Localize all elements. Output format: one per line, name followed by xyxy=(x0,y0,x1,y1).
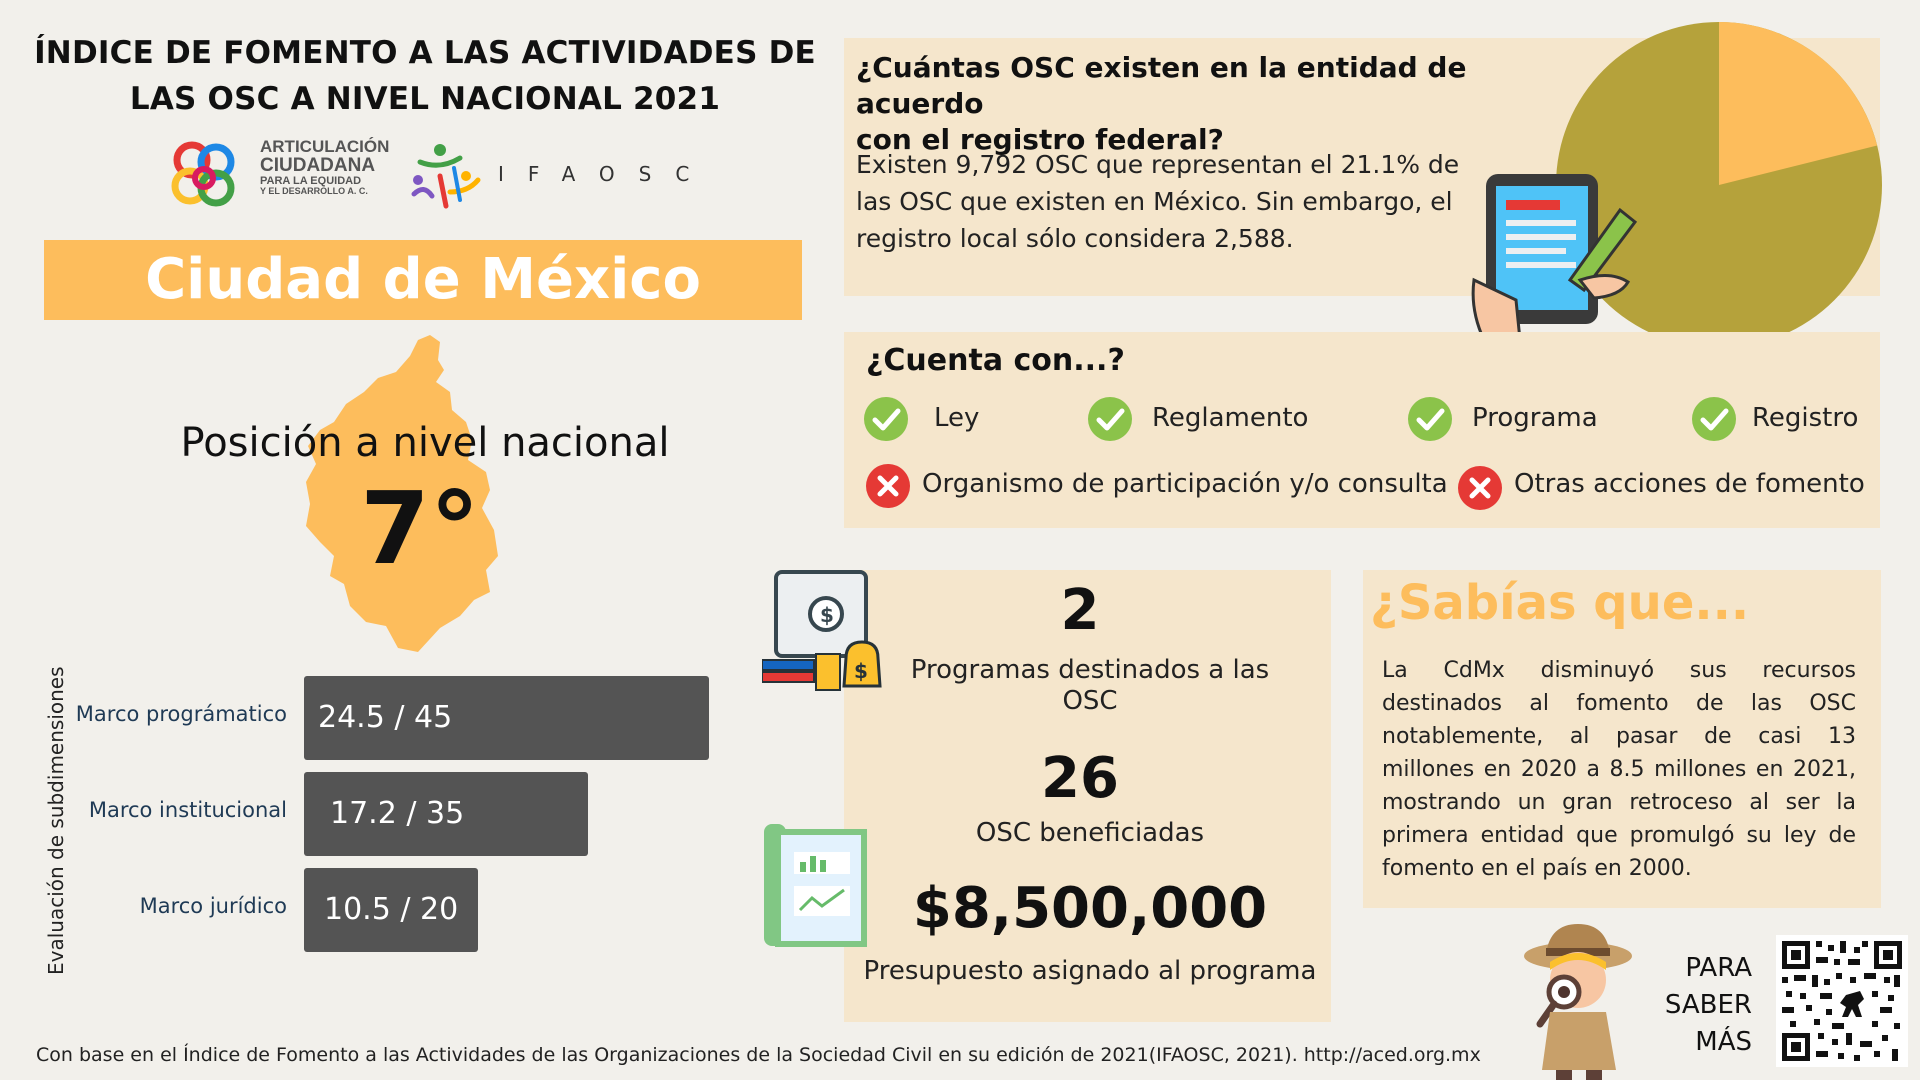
cuenta-registro-label: Registro xyxy=(1752,403,1859,433)
para-saber-line-3: MÁS xyxy=(1695,1027,1752,1057)
check-icon-ley xyxy=(864,397,908,441)
check-icon-registro xyxy=(1692,397,1736,441)
subdimensions-axis-label: Evaluación de subdimensiones xyxy=(44,666,68,975)
cuenta-ley-label: Ley xyxy=(934,403,980,433)
bar-value-programatico: 24.5 / 45 xyxy=(318,700,453,735)
svg-text:$: $ xyxy=(854,659,868,683)
para-saber-mas xyxy=(1640,950,1752,1061)
check-icon-programa xyxy=(1408,397,1452,441)
programs-desc-line-2: OSC xyxy=(1062,686,1118,716)
para-saber-line-2: SABER xyxy=(1664,990,1752,1020)
ifaosc-logo-text: IFAOSC xyxy=(498,162,714,186)
cuenta-con-title: ¿Cuenta con...? xyxy=(866,343,1125,378)
cuenta-organismo-label: Organismo de participación y/o consulta xyxy=(922,469,1448,499)
ac-logo-line-1: ARTICULACIÓN xyxy=(260,137,390,156)
bar-juridico xyxy=(304,868,478,952)
page-title xyxy=(30,30,820,122)
detective-icon xyxy=(1520,920,1635,1080)
position-value: 7° xyxy=(360,470,480,587)
sabias-que-text: La CdMx disminuyó sus recursos destinados al fomento de las OSC notablemente, al pasar de casi 13 millones en 2020 a 8.5 millones en 2021, mostrando un gran retroceso al ser la primera entidad que promulgó su ley de fomento en el país en 2000. xyxy=(1382,658,1856,881)
ac-logo-line-2: CIUDADANA xyxy=(260,154,376,176)
osc-text-line-3: registro local sólo considera 2,588. xyxy=(856,224,1294,253)
check-icon-reglamento xyxy=(1088,397,1132,441)
title-line-1: ÍNDICE DE FOMENTO A LAS ACTIVIDADES DE xyxy=(34,35,816,71)
osc-description xyxy=(856,146,1486,257)
cuenta-otras-acciones-label: Otras acciones de fomento xyxy=(1514,469,1865,499)
budget-amount: $8,500,000 xyxy=(912,876,1268,941)
osc-text-line-2: las OSC que existen en México. Sin embargo, el xyxy=(856,187,1453,216)
budget-desc: Presupuesto asignado al programa xyxy=(863,956,1317,986)
beneficiaries-count: 26 xyxy=(1041,746,1119,811)
state-banner: Ciudad de México xyxy=(44,240,802,320)
bar-institucional xyxy=(304,772,588,856)
footer-source: Con base en el Índice de Fomento a las Actividades de las Organizaciones de la Sociedad Civil en su edición de 2021(IFAOSC, 2021). http://aced.org.mx xyxy=(36,1044,1481,1066)
osc-question-line-1: ¿Cuántas OSC existen en la entidad de acuerdo xyxy=(856,51,1467,120)
title-line-2: LAS OSC A NIVEL NACIONAL 2021 xyxy=(129,81,721,117)
programs-count-desc xyxy=(870,655,1310,717)
bar-value-juridico: 10.5 / 20 xyxy=(324,892,459,927)
articulacion-ciudadana-logo xyxy=(170,137,390,218)
bar-value-institucional: 17.2 / 35 xyxy=(330,796,465,831)
beneficiaries-desc: OSC beneficiadas xyxy=(975,818,1205,848)
ifaosc-logo xyxy=(410,140,714,212)
programs-count: 2 xyxy=(1060,578,1100,643)
sabias-que-title: ¿Sabías que... xyxy=(1370,575,1750,631)
report-icon xyxy=(760,820,870,950)
para-saber-line-1: PARA xyxy=(1685,953,1752,983)
bar-label-juridico: Marco jurídico xyxy=(139,894,287,918)
ifaosc-logo-icon xyxy=(410,140,490,212)
osc-question-line-2: con el registro federal? xyxy=(856,123,1224,156)
articulacion-logo-icon xyxy=(170,138,250,214)
qr-code-icon[interactable] xyxy=(1776,935,1908,1067)
cross-icon-otras-acciones xyxy=(1458,466,1502,510)
cuenta-programa-label: Programa xyxy=(1472,403,1598,433)
osc-text-line-1: Existen 9,792 OSC que representan el 21.1% de xyxy=(856,150,1460,179)
bar-label-institucional: Marco institucional xyxy=(88,798,287,822)
cross-icon-organismo xyxy=(866,464,910,508)
osc-question xyxy=(856,50,1596,158)
programs-desc-line-1: Programas destinados a las xyxy=(910,655,1270,685)
cuenta-reglamento-label: Reglamento xyxy=(1152,403,1309,433)
bar-programatico xyxy=(304,676,709,760)
svg-text:$: $ xyxy=(820,603,834,627)
money-document-icon xyxy=(762,568,887,693)
bar-label-programatico: Marco prográmatico xyxy=(75,702,287,726)
ac-logo-line-3: PARA LA EQUIDAD xyxy=(260,174,362,187)
tablet-icon xyxy=(1470,170,1640,345)
ac-logo-line-4: Y EL DESARROLLO A. C. xyxy=(260,186,368,197)
position-label: Posición a nivel nacional xyxy=(180,420,670,466)
